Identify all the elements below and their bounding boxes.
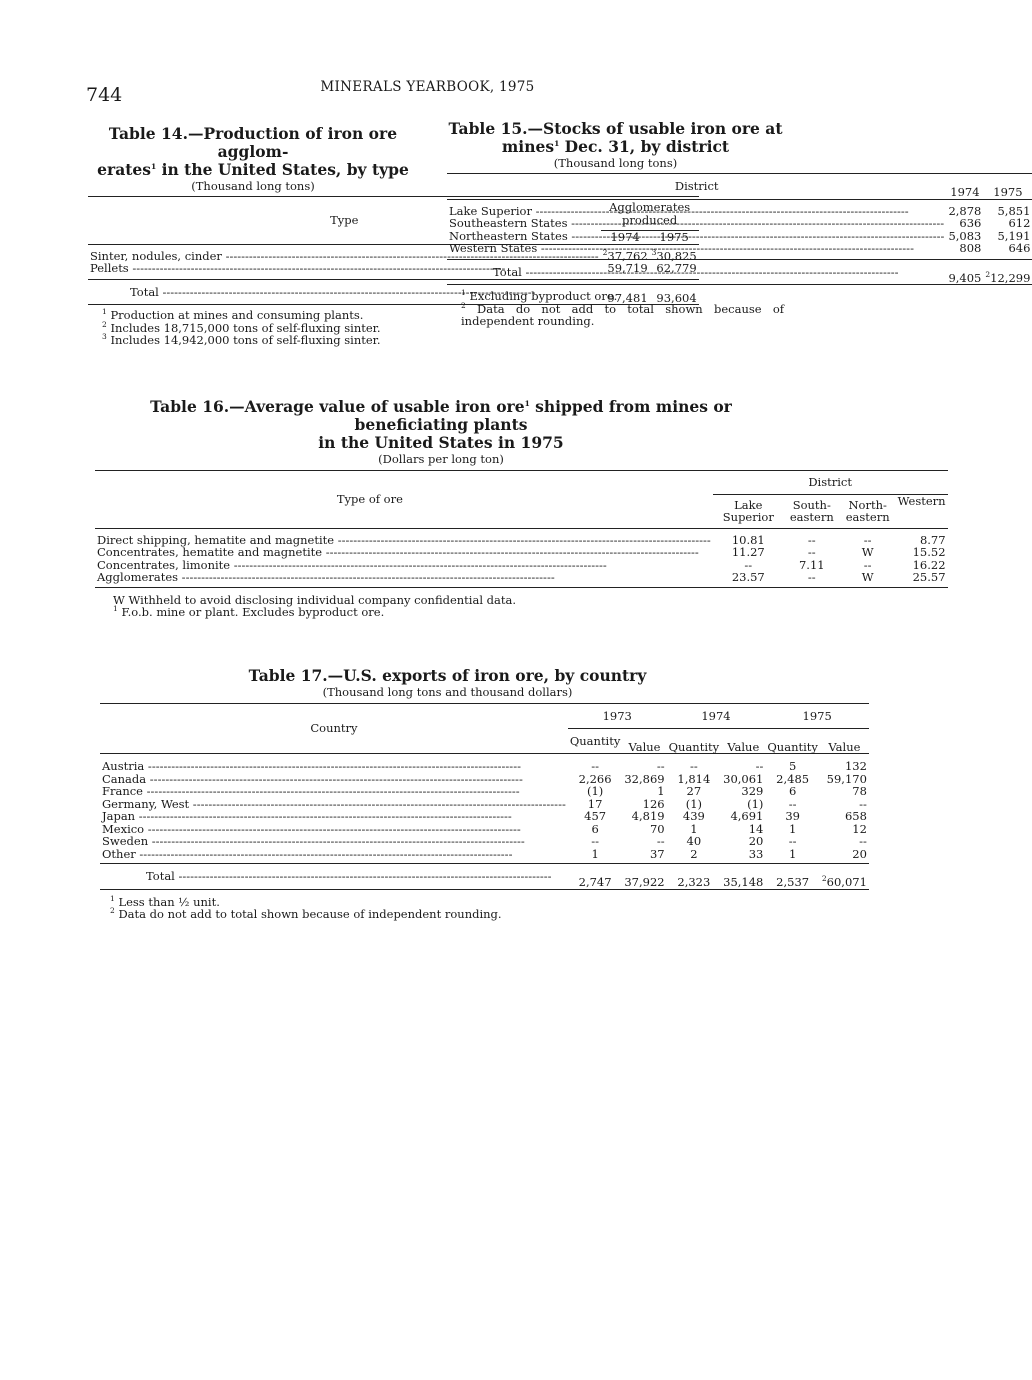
table-14-notes: $^1$ Production at mines and consuming plants. $^2$ Includes 18,715,000 tons of self-fluxing sinter. $^3$ Includes 14,942,000 tons of self-fluxing sinter. bbox=[102, 307, 381, 347]
table-16-notes: W Withheld to avoid disclosing individual company confidential data. $^1$ F.o.b. mine or plant. Excludes byproduct ore. bbox=[113, 592, 517, 619]
col-quantity: Quantity bbox=[569, 733, 621, 748]
col-year: 1973 bbox=[568, 704, 667, 729]
table-17-notes: $^1$ Less than ½ unit. $^2$ Data do not add to total shown because of independent rounding. bbox=[110, 893, 502, 921]
col-district: South-eastern bbox=[789, 497, 834, 524]
table-row: Canada ----- 2,266 32,869 1,814 30,061 2,485 59,170 bbox=[100, 773, 869, 786]
table-row: Mexico ----- 6 70 1 14 1 12 bbox=[100, 823, 869, 836]
table-17-subtitle: (Thousand long tons and thousand dollars) bbox=[322, 685, 573, 699]
col-group: Agglomerates produced bbox=[601, 197, 699, 231]
col-value: Value bbox=[727, 739, 760, 754]
table-row: Concentrates, limonite ----- -- 7.11 -- 16.22 bbox=[95, 559, 948, 572]
table-row: Austria ----- -- -- -- -- 5 132 bbox=[100, 760, 869, 773]
col-group-district: District bbox=[713, 471, 948, 495]
col-district: Lake Superior bbox=[722, 497, 774, 524]
table-16-subtitle: (Dollars per long ton) bbox=[378, 452, 504, 466]
table-row: Pellets ----- 59,719 62,779 bbox=[88, 262, 699, 279]
col-year: 1974 bbox=[950, 185, 980, 199]
table-14-subtitle: (Thousand long tons) bbox=[191, 179, 315, 193]
col-district: District bbox=[674, 179, 719, 193]
table-row: Northeastern States ----- 5,083 5,191 bbox=[447, 230, 1032, 243]
table-row: Other ----- 1 37 2 33 1 20 bbox=[100, 848, 869, 864]
col-quantity: Quantity bbox=[668, 739, 720, 754]
page-number: 744 bbox=[86, 84, 123, 106]
table-15-subtitle: (Thousand long tons) bbox=[553, 156, 678, 170]
table-17-title: Table 17.—U.S. exports of iron ore, by country bbox=[248, 666, 647, 685]
table-15-grid bbox=[447, 173, 1032, 285]
col-year: 1974 bbox=[667, 704, 766, 729]
col-type: Type bbox=[88, 197, 601, 245]
table-row: Direct shipping, hematite and magnetite ----- 10.81 -- -- 8.77 bbox=[95, 534, 948, 547]
col-value: Value bbox=[828, 739, 861, 754]
table-16 bbox=[95, 397, 946, 619]
table-17 bbox=[100, 666, 867, 921]
table-17-grid bbox=[100, 703, 869, 890]
table-row: Concentrates, hematite and magnetite ----- 11.27 -- W 15.52 bbox=[95, 546, 948, 559]
col-quantity: Quantity bbox=[767, 739, 818, 754]
col-year: 1974 bbox=[610, 230, 640, 244]
table-16-title: Table 16.—Average value of usable iron ore$^1$ shipped from mines or beneficiating plants in the United States in 1975 bbox=[150, 397, 732, 452]
table-row: Japan ----- 457 4,819 439 4,691 39 658 bbox=[100, 810, 869, 823]
col-country: Country bbox=[100, 704, 568, 754]
col-value: Value bbox=[628, 739, 661, 754]
table-row: Agglomerates ----- 23.57 -- W 25.57 bbox=[95, 571, 948, 587]
table-row: Sinter, nodules, cinder ----- $^2$37,762 $^3$30,825 bbox=[88, 250, 699, 263]
col-year: 1975 bbox=[765, 704, 869, 729]
total-row: Total ----- 9,405 $^2$12,299 bbox=[447, 259, 1032, 285]
col-year: 1975 bbox=[659, 230, 689, 244]
col-district: North-eastern bbox=[845, 497, 890, 524]
table-15-title: Table 15.—Stocks of usable iron ore at mines$^1$ Dec. 31, by district bbox=[448, 119, 783, 156]
table-row: Lake Superior ----- 2,878 5,851 bbox=[447, 205, 1032, 218]
total-row: Total ----- 97,481 93,604 bbox=[88, 279, 699, 305]
col-year: 1975 bbox=[993, 185, 1023, 199]
table-row: France ----- (1) 1 27 329 6 78 bbox=[100, 785, 869, 798]
table-row: Germany, West ----- 17 126 (1) (1) -- -- bbox=[100, 798, 869, 811]
running-head: MINERALS YEARBOOK, 1975 bbox=[320, 79, 535, 95]
table-row: Sweden ----- -- -- 40 20 -- -- bbox=[100, 835, 869, 848]
col-type-of-ore: Type of ore bbox=[95, 471, 713, 529]
total-row: Total ----- 2,747 37,922 2,323 35,148 2,537 $^2$60,071 bbox=[100, 864, 869, 890]
table-14-title: Table 14.—Production of iron ore agglom- erates$^1$ in the United States, by type bbox=[97, 124, 409, 179]
table-row: Western States ----- 808 646 bbox=[447, 242, 1032, 259]
table-row: Southeastern States ----- 636 612 bbox=[447, 217, 1032, 230]
table-15-notes: $^1$ Excluding byproduct ore. $^2$ Data do not add to total shown because of independent rounding. bbox=[461, 288, 784, 328]
col-district: Western bbox=[897, 493, 946, 508]
table-15 bbox=[447, 119, 1031, 328]
table-16-grid bbox=[95, 470, 948, 588]
